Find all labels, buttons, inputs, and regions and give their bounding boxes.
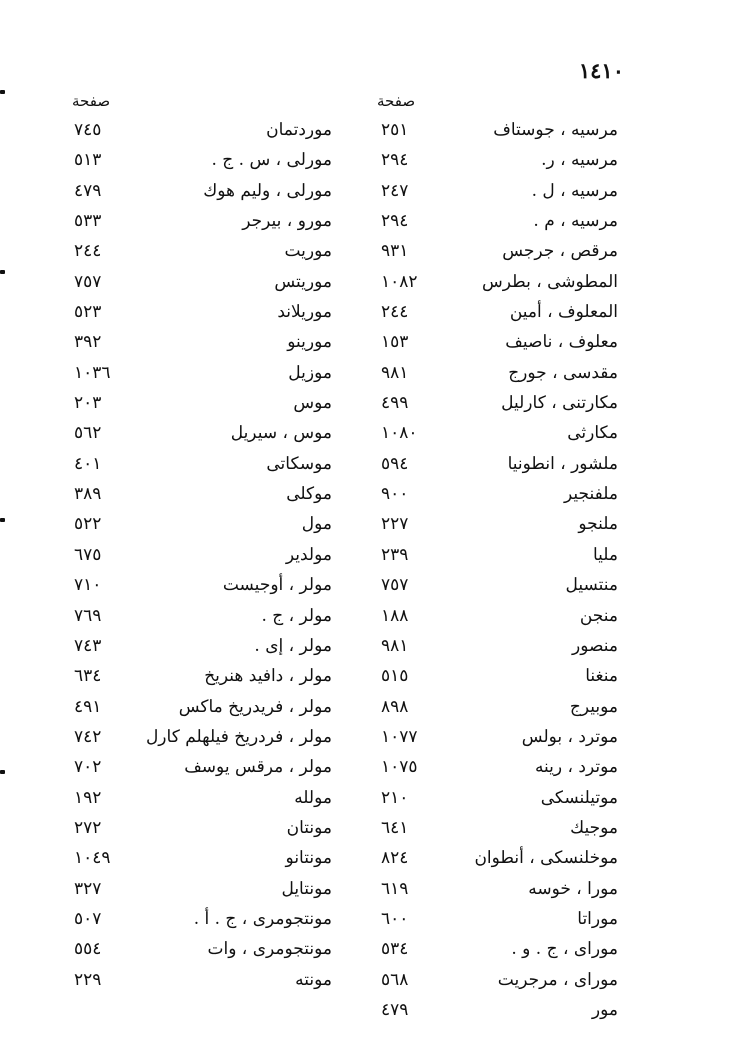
- left-entry-name: موس ، سيريل: [230, 423, 332, 444]
- right-entry-page: ١٠٧٥: [381, 757, 418, 778]
- right-entry-name: مرسيه ، ل .: [531, 180, 618, 201]
- right-entry-page: ٦٤١: [381, 817, 409, 838]
- right-entry-page: ٨٩٨: [381, 696, 409, 717]
- right-entry-name: مرسيه ، جوستاف: [493, 120, 618, 140]
- right-entry-page: ٦١٩: [381, 878, 409, 899]
- right-entry-name: موراتا: [577, 908, 618, 929]
- index-row: [0, 177, 730, 207]
- right-entry-page: ٦٠٠: [381, 908, 409, 929]
- left-entry-page: ٢٠٣: [74, 393, 102, 414]
- right-entry-name: موترد ، بولس: [521, 726, 618, 747]
- right-entry-name: مرسيه ، ر.: [541, 150, 618, 171]
- left-entry-page: ٥٣٣: [74, 211, 102, 232]
- index-row: [0, 814, 730, 844]
- left-entry-name: مونتجومرى ، وات: [207, 939, 332, 960]
- index-row: [0, 419, 730, 449]
- left-entry-name: مورلى ، س . ج .: [211, 150, 332, 171]
- index-row: [0, 510, 730, 540]
- left-entry-page: ٧٤٣: [74, 635, 102, 656]
- left-entry-page: ٤٩١: [74, 696, 102, 717]
- left-entry-name: موردتمان: [266, 120, 332, 140]
- index-row: [0, 328, 730, 358]
- right-entry-page: ٩٨١: [381, 362, 409, 383]
- left-entry-name: مولر ، مرقس يوسف: [184, 757, 332, 778]
- margin-mark: [0, 90, 5, 94]
- index-row: [0, 480, 730, 510]
- index-row: [0, 723, 730, 753]
- left-entry-name: مولر ، فريدريخ ماكس: [178, 696, 332, 717]
- right-entry-name: موبيرج: [569, 696, 618, 717]
- right-entry-name: منغنا: [585, 666, 618, 687]
- index-row: [0, 632, 730, 662]
- left-entry-page: ٥٦٢: [74, 423, 102, 444]
- index-row: [0, 237, 730, 267]
- left-entry-name: موريلاند: [277, 302, 332, 323]
- index-row: [0, 875, 730, 905]
- right-entry-name: ملفنجير: [564, 484, 618, 505]
- index-row: [0, 298, 730, 328]
- left-entry-page: ٧٠٢: [74, 757, 102, 778]
- left-entry-page: ٧٥٧: [74, 271, 102, 292]
- left-entry-page: ٥٢٣: [74, 302, 102, 323]
- index-row: [0, 146, 730, 176]
- right-entry-page: ١٥٣: [381, 332, 409, 353]
- right-entry-page: ٥٩٤: [381, 453, 409, 474]
- right-entry-page: ٩٨١: [381, 635, 409, 656]
- index-row: [0, 784, 730, 814]
- left-entry-page: ٣٩٢: [74, 332, 102, 353]
- left-entry-page: ٥٥٤: [74, 939, 102, 960]
- left-entry-page: ١٠٤٩: [74, 848, 111, 869]
- right-entry-name: المطوشى ، بطرس: [482, 271, 618, 292]
- right-entry-name: موراى ، مرجريت: [497, 969, 618, 990]
- left-entry-page: ٢٤٤: [74, 241, 102, 262]
- right-entry-name: ملشور ، انطونيا: [507, 453, 618, 474]
- index-row: [0, 268, 730, 298]
- index-row: [0, 602, 730, 632]
- left-entry-page: ٥١٣: [74, 150, 102, 171]
- left-entry-name: مولدير: [285, 544, 332, 565]
- right-entry-page: ٥٦٨: [381, 969, 409, 990]
- right-entry-name: مقدسى ، جورج: [508, 362, 618, 383]
- left-entry-page: ٤٠١: [74, 453, 102, 474]
- left-entry-name: مونتان: [286, 817, 332, 838]
- right-entry-page: ٨٢٤: [381, 848, 409, 869]
- right-entry-page: ١٠٧٧: [381, 726, 418, 747]
- right-entry-page: ٩٠٠: [381, 484, 409, 505]
- left-entry-name: مورينو: [287, 332, 332, 353]
- right-entry-page: ٢٤٧: [381, 180, 409, 201]
- index-row: [0, 905, 730, 935]
- index-row: [0, 693, 730, 723]
- index-row: [0, 450, 730, 480]
- column-heading-right: صفحة: [377, 92, 416, 110]
- index-row: [0, 116, 730, 146]
- right-entry-page: ٤٧٩: [381, 999, 409, 1020]
- index-row: [0, 541, 730, 571]
- left-entry-name: موكلى: [286, 484, 332, 505]
- left-entry-name: مونتانو: [285, 848, 332, 869]
- right-entry-name: مليا: [592, 544, 618, 565]
- right-entry-page: ٢٣٩: [381, 544, 409, 565]
- right-entry-name: مرقص ، جرجس: [502, 241, 618, 262]
- right-entry-name: موراى ، ج . و .: [511, 939, 618, 960]
- right-entry-page: ٢٤٤: [381, 302, 409, 323]
- right-entry-page: ٥١٥: [381, 666, 409, 687]
- right-entry-name: منتسيل: [565, 575, 618, 596]
- left-entry-page: ١٩٢: [74, 787, 102, 808]
- left-entry-name: مورو ، بيرجر: [242, 211, 332, 232]
- left-entry-page: ١٠٣٦: [74, 362, 111, 383]
- left-entry-name: مول: [301, 514, 332, 535]
- left-entry-page: ٦٣٤: [74, 666, 102, 687]
- left-entry-page: ٣٢٧: [74, 878, 102, 899]
- index-row: [0, 996, 730, 1026]
- left-entry-name: مولله: [294, 787, 332, 808]
- right-entry-name: المعلوف ، أمين: [509, 302, 618, 323]
- right-entry-name: مور: [591, 999, 618, 1020]
- left-entry-name: مولر ، ج .: [261, 605, 332, 626]
- left-entry-name: موزيل: [288, 362, 332, 383]
- right-entry-page: ٢٥١: [381, 120, 409, 140]
- index-row: [0, 571, 730, 601]
- right-entry-page: ٢٢٧: [381, 514, 409, 535]
- right-entry-page: ٥٣٤: [381, 939, 409, 960]
- right-entry-name: مكارثى: [567, 423, 618, 444]
- left-entry-page: ٦٧٥: [74, 544, 102, 565]
- right-entry-page: ٢٩٤: [381, 211, 409, 232]
- left-entry-page: ٥٠٧: [74, 908, 102, 929]
- left-entry-page: ٥٢٢: [74, 514, 102, 535]
- right-entry-name: مرسيه ، م .: [533, 211, 618, 232]
- index-row: [0, 753, 730, 783]
- left-entry-name: مولر ، أوجيست: [222, 575, 332, 596]
- index-row: [0, 207, 730, 237]
- left-entry-page: ٧٤٢: [74, 726, 102, 747]
- right-entry-name: معلوف ، ناصيف: [505, 332, 618, 353]
- left-entry-name: مونتايل: [281, 878, 332, 899]
- left-entry-name: مولر ، فردريخ فيلهلم كارل: [145, 726, 332, 747]
- left-entry-name: موريت: [284, 241, 332, 262]
- left-entry-page: ٢٧٢: [74, 817, 102, 838]
- right-entry-name: موتيلنسكى: [540, 787, 618, 808]
- index-row: [0, 966, 730, 996]
- right-entry-page: ١٨٨: [381, 605, 409, 626]
- left-entry-page: ٧٤٥: [74, 120, 102, 140]
- column-heading-left: صفحة: [72, 92, 111, 110]
- right-entry-name: موترد ، رينه: [534, 757, 618, 778]
- left-entry-name: موس: [293, 393, 332, 414]
- index-row: [0, 844, 730, 874]
- right-entry-name: مورا ، خوسه: [528, 878, 618, 899]
- index-row: [0, 359, 730, 389]
- right-entry-name: منجن: [579, 605, 618, 626]
- right-entry-page: ٧٥٧: [381, 575, 409, 596]
- left-entry-name: مورلى ، وليم هوك: [203, 180, 332, 201]
- left-entry-page: ٤٧٩: [74, 180, 102, 201]
- left-entry-name: مونته: [295, 969, 332, 990]
- right-entry-name: منصور: [572, 635, 618, 656]
- left-entry-page: ٣٨٩: [74, 484, 102, 505]
- right-entry-page: ٢٩٤: [381, 150, 409, 171]
- index-row: [0, 662, 730, 692]
- right-entry-page: ١٠٨٠: [381, 423, 418, 444]
- left-entry-name: موسكاتى: [266, 453, 332, 474]
- right-entry-name: ملنجو: [578, 514, 618, 535]
- index-row: [0, 389, 730, 419]
- left-entry-page: ٧١٠: [74, 575, 102, 596]
- right-entry-name: موجيك: [570, 817, 618, 838]
- left-entry-name: موريتس: [274, 271, 332, 292]
- left-entry-page: ٧٦٩: [74, 605, 102, 626]
- left-entry-name: مونتجومرى ، ج . أ .: [193, 908, 332, 929]
- right-entry-page: ٩٣١: [381, 241, 409, 262]
- index-entries: [0, 116, 730, 1026]
- right-entry-page: ٢١٠: [381, 787, 409, 808]
- page-number: ١٤١٠: [578, 58, 624, 83]
- right-entry-name: مكارتنى ، كارليل: [501, 393, 618, 414]
- left-entry-name: مولر ، دافيد هنريخ: [204, 666, 332, 687]
- right-entry-page: ٤٩٩: [381, 393, 409, 414]
- index-row: [0, 935, 730, 965]
- right-entry-page: ١٠٨٢: [381, 271, 418, 292]
- right-entry-name: موخلنسكى ، أنطوان: [474, 848, 618, 869]
- left-entry-name: مولر ، إى .: [254, 635, 332, 656]
- left-entry-page: ٢٢٩: [74, 969, 102, 990]
